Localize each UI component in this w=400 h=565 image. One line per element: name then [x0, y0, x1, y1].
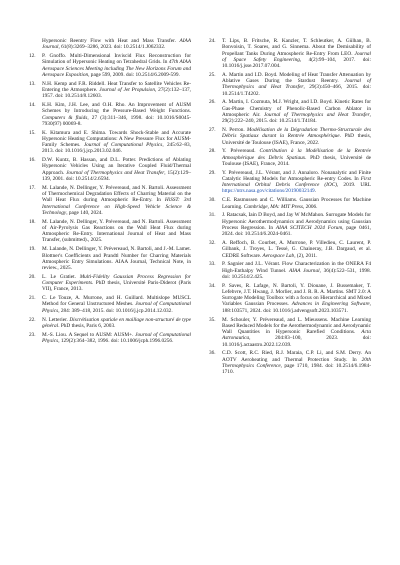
reference-text: M. Lalande, N. Dellinger, Y. Prévereaud, and N. Bartoli. Assessment of Thermochemical Degradation Effects of Charring Material on the Wall Heat Flux during Atmospheric Re-Entry. In	[42, 184, 191, 204]
reference-entry	[209, 72, 371, 97]
reference-text: N. Perron.	[222, 127, 247, 134]
reference-url-link[interactable]: https://ntrs.nasa.gov/citations/20190032149	[222, 188, 315, 195]
reference-entry	[209, 283, 371, 314]
reference-entry	[209, 99, 371, 124]
reference-entry	[29, 274, 191, 293]
reference-text: , page 140, 2024.	[66, 209, 103, 216]
reference-entry	[29, 246, 191, 271]
reference-venue-text: Journal of Thermophysics and Heat Transfer	[222, 78, 371, 91]
reference-text: , 27(2):132–137, 1957. doi: 10.2514/8.12603.	[42, 86, 191, 100]
reference-text: D.W. Kuntz, B. Hassan, and D.L. Potter. Predictions of Ablating Hypersonic Vehicles Using an Iterative Coupled Fluid/Thermal Approach.	[42, 157, 191, 176]
reference-venue-text: Journal of Thermophysics and Heat Transfer	[66, 169, 165, 176]
reference-number: 22.	[29, 316, 36, 323]
reference-number: 15.	[29, 129, 36, 136]
reference-text: A. Martin and I.D. Boyd. Modeling of Heat Transfer Attenuation by Ablative Gases During the Stardust Reentry.	[222, 71, 371, 85]
reference-venue-text: Journal of Jet Propulsion	[99, 86, 155, 93]
reference-entry	[29, 317, 191, 330]
reference-text: , 2019. URL	[337, 182, 371, 189]
reference-number: 24.	[209, 38, 216, 44]
reference-venue-text: First International Orbital Debris Conference (IOC)	[222, 175, 371, 189]
reference-venue-text: Cambridge, MA: MIT Press	[243, 203, 303, 210]
reference-text: , 36(4):522–531, 1998. doi: 10.2514/2.425.	[222, 267, 371, 280]
reference-text: , page 599, 2009. doi: 10.2514/6.2009-599.	[88, 71, 180, 78]
reference-text: C.E. Rasmussen and C. Williams. Gaussian Processes for Machine Learning.	[222, 197, 371, 210]
references-left-column	[29, 38, 191, 347]
reference-number: 18.	[29, 218, 36, 225]
reference-entry	[209, 170, 371, 195]
reference-number: 16.	[29, 157, 36, 164]
reference-text: M.-S. Liou. A Sequel to AUSM: AUSM+.	[42, 331, 136, 338]
reference-text: T. Lips, B. Fritsche, R. Kanzler, T. Schleutker, A. Gülhan, B. Bonvoisin, T. Soares, and G. Sinnema. About the Demisability of Propellant Tanks During Atmospheric Re-Entry From LEO.	[222, 38, 371, 57]
reference-number: 30.	[209, 197, 216, 204]
reference-venue-text: Journal of Computational Physics	[42, 331, 191, 344]
reference-text: C. Le Touze, A. Murrone, and H. Guillard. Multislope MUSCL Method for General Unstructured Meshes.	[42, 295, 191, 308]
references-right-column	[209, 38, 371, 378]
reference-number: 31.	[209, 212, 216, 219]
reference-entry	[209, 148, 371, 167]
reference-entry	[209, 240, 371, 259]
reference-text: L. Le Gratiet.	[42, 273, 80, 280]
reference-number: 14.	[29, 102, 36, 109]
reference-entry	[29, 53, 191, 78]
reference-venue-text: Journal of Computational Physics	[42, 301, 192, 314]
reference-entry	[209, 317, 371, 348]
reference-venue-text: Journal of Space Safety Engineering	[222, 50, 371, 63]
reference-text: , page 1710, 1984. doi: 10.2514/6.1984-1710.	[222, 362, 371, 376]
reference-venue-text: Computers & fluids	[42, 114, 88, 121]
reference-number: 29.	[209, 169, 216, 176]
reference-text: M. Schouler, Y. Prévereaud, and L. Mieussens. Machine Learning Based Reduced Models for the Aerothermodynamic and Aerodynamic Wall Quantities in Hypersonic Rarefied Conditions.	[222, 316, 372, 336]
reference-text: N. Letterier.	[42, 316, 70, 323]
reference-entry	[29, 185, 191, 216]
reference-text: Y. Prévereaud, J.L. Vérant, and J. Annaloro. Nonanalytic and Finite Catalytic Heating Models for Atmospheric Re-entry Codes. In	[222, 169, 371, 182]
reference-entry	[29, 102, 191, 127]
reference-text: P. Gnoffo. Multi-Dimensional Inviscid Flux Reconstruction for Simulation of Hypersonic Heating on Tetrahedral Grids. In	[42, 53, 191, 66]
reference-text: , 29(2):222–240, 2015. doi: 10.2514/1.T4184.	[222, 111, 371, 125]
reference-text: , 129(2):364–382, 1996. doi: 10.1006/jcph.1996.0256.	[58, 337, 174, 344]
reference-venue-text: Modélisation de la Dégradation Thermo-Structurale des Débris Spatiaux durant la Rentrée Atmosphérique	[222, 127, 372, 140]
reference-venue-text: Discrétisation spatiale en maillage non-structuré de type général	[42, 316, 191, 329]
reference-text: Hypersonic Reentry Flow with Heat and Mass Transfer.	[42, 38, 180, 44]
reference-text: . PhD thesis, Université Paris-Diderot (Paris VII), France, 2013.	[42, 280, 191, 293]
reference-text: K.H. Kim, J.H. Lee, and O.H. Rho. An Improvement of AUSM Schemes by Introducing the Pressure-Based Weight Functions.	[42, 102, 191, 115]
reference-venue-text: Aerospace Lab	[262, 252, 295, 259]
reference-text: N.H. Kemp and F.R. Riddell. Heat Transfer to Satellite Vehicles Re-Entering the Atmosphere.	[42, 80, 191, 93]
reference-text: , 188:103571, 2024. doi: 10.1016/j.advengsoft.2023.103571.	[222, 301, 371, 314]
reference-number: 27.	[209, 127, 216, 134]
reference-text: M. Lalande, N. Dellinger, Y. Prévereaud, N. Bartoli, and J.-M. Lamet. Blottner's Coefficients and Prandtl Number for Charring Materials Atmospheric Entry Simulations. AIAA Journal, Technical Note, in review., 2025.	[42, 246, 191, 271]
reference-text: C.D. Scott, R.C. Ried, R.J. Maraia, C.P. Li, and S.M. Derry. An AOTV Aeroheating and Thermal Protection Study. In	[222, 350, 371, 363]
reference-number: 36.	[209, 350, 216, 357]
reference-entry	[29, 157, 191, 182]
reference-text: .	[314, 188, 317, 195]
reference-number: 17.	[29, 184, 36, 191]
reference-venue-text: Acta Astronautica	[222, 329, 371, 342]
reference-text: , 284: 389–418, 2015. doi: 10.1016/j.jcp.2014.12.032.	[58, 307, 173, 314]
reference-entry	[209, 350, 371, 375]
reference-number: 33.	[209, 261, 216, 268]
reference-number: 19.	[29, 246, 36, 253]
reference-text: . PhD thesis, Paris 6, 2003.	[58, 322, 116, 329]
reference-text: , 204:83–100, 2023. doi: 10.1016/j.actaastro.2022.12.039.	[222, 335, 371, 348]
reference-text: , (2), 2011.	[294, 252, 318, 259]
reference-text: , 29(3):450–466, 2015. doi: 10.2514/1.T4202.	[222, 84, 372, 97]
reference-number: 21.	[29, 295, 36, 302]
reference-entry	[29, 38, 191, 51]
reference-number: 28.	[209, 148, 216, 155]
reference-entry	[209, 197, 371, 210]
reference-number: 12.	[29, 53, 36, 60]
reference-venue-text: AIAA Journal	[42, 38, 191, 51]
reference-text: A. Martin, I. Cozmuta, M.J. Wright, and I.D. Boyd. Kinetic Rates for Gas-Phase Chemistry of Phenolic-Based Carbon Ablator in Atmospheric Air.	[222, 99, 371, 118]
reference-venue-text: 47th AIAA Aerospace Sciences Meeting including The New Horizons Forum and Aerospace Exposition	[42, 59, 192, 78]
reference-text: Y. Prévereaud.	[222, 148, 260, 155]
reference-venue-text: Journal of Thermophysics and Heat Transfer	[263, 111, 370, 118]
reference-venue-text: Contribution à la Modélisation de la Rentrée Atmosphérique des Débris Spatiaux	[222, 148, 371, 161]
reference-entry	[29, 332, 191, 345]
reference-text: , 2006.	[302, 203, 318, 210]
reference-text: A. Reffoch, B. Courbet, A. Murrone, P. Villedieu, C. Laurent, P. Gilbank, J. Troyes, L. Tessé, G. Chaineray, J.B. Dargaud, et al. CEDRE Software.	[222, 240, 371, 259]
reference-text: , 15(2):129–139, 2001. doi: 10.2514/2.6594.	[42, 169, 191, 182]
reference-text: M. Lalande, N. Dellinger, Y. Prévereaud, and N. Bartoli. Assessment of Air-Pyrolysis Gas Reactions on the Wall Heat Flux during Atmospheric Re-Entry. International Journal of Heat and Mass Transfer, (submitted)., 2025.	[42, 218, 191, 244]
reference-text: . PhD thesis, Université de Toulouse (ISAE), France, 2014.	[222, 154, 371, 167]
reference-entry	[29, 81, 191, 100]
reference-number: 25.	[209, 71, 216, 78]
reference-text: . PhD thesis, Université de Toulouse (ISAE), France, 2022.	[222, 133, 371, 146]
reference-venue-text: Advances in Engineering Software	[291, 301, 370, 308]
reference-number: 13.	[29, 80, 36, 87]
reference-entry	[29, 219, 191, 244]
reference-number: 35.	[209, 316, 216, 323]
reference-venue-text: Multi-Fidelity Gaussian Process Regression for Computer Experiments	[42, 273, 191, 287]
reference-entry	[209, 127, 371, 146]
reference-venue-text: Journal of Computational Physics	[83, 142, 163, 149]
reference-entry	[29, 130, 191, 155]
reference-number: 34.	[209, 282, 216, 289]
reference-text: , 61(8):3269–3286, 2023. doi: 10.2514/1.J062332.	[58, 44, 166, 51]
reference-venue-text: 20th Thermophysics Conference	[222, 356, 371, 369]
reference-entry	[209, 212, 371, 237]
reference-text: , 4(2):99–104, 2017. doi: 10.1016/j.jsse.2017.07.004.	[222, 56, 371, 69]
reference-venue-text: AIAA SCITECH 2024 Forum	[275, 224, 343, 231]
reference-text: , 245:62–83, 2013. doi: 10.1016/j.jcp.2013.02.046.	[42, 142, 191, 155]
reference-text: K. Kitamura and E. Shima. Towards Shock-Stable and Accurate Hypersonic Heating Computations: A New Pressure Flux for AUSM-Family Schemes.	[42, 129, 191, 149]
reference-entry	[29, 295, 191, 314]
reference-text: , page 0461, 2024. doi: 10.2514/6.2024-0461.	[222, 224, 371, 238]
reference-text: P. Saves, R. Lafage, N. Bartoli, Y. Diouane, J. Bussemaker, T. Lefebvre, J.T. Hwang, J. Morlier, and J. R. R. A. Martins. SMT 2.0: A Surrogate Modeling Toolbox with a focus on Hierarchical and Mixed Variables Gaussian Processes.	[222, 282, 371, 308]
reference-entry	[209, 261, 371, 280]
reference-venue-text: HiSST: 3rd International Conference on High-Speed Vehicle Science & Technology	[42, 197, 192, 216]
reference-text: P. Sagnier and J.L. Vérant. Flow Characterization in the ONERA F4 High-Enthalpy Wind Tunnel.	[222, 261, 371, 274]
reference-venue-text: AIAA Journal	[289, 267, 320, 274]
reference-text: J. Ratacsak, Iain D Boyd, and Jay W McMahon. Surrogate Models for Hypersonic Aerothermodynamics and Aerodynamics using Gaussian Process Regression. In	[222, 212, 371, 231]
reference-entry	[209, 38, 371, 69]
reference-text: , 27 (3):311–346, 1998. doi: 10.1016/S0045-7930(97) 00069-8.	[42, 114, 191, 127]
reference-number: 26.	[209, 99, 216, 106]
reference-number: 23.	[29, 331, 36, 338]
reference-number: 20.	[29, 273, 36, 280]
reference-number: 32.	[209, 240, 216, 246]
